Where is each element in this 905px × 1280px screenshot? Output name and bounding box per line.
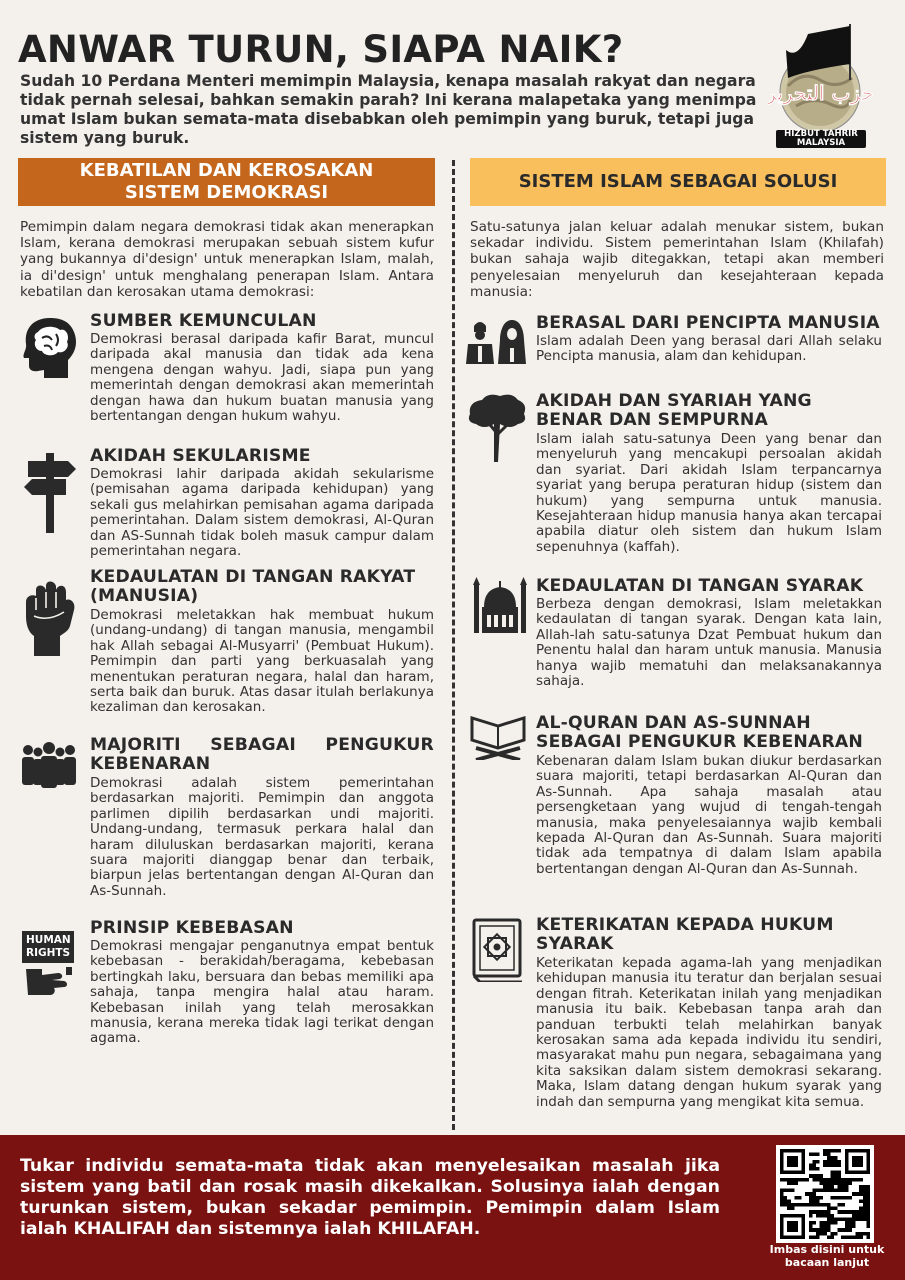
left-lead: Pemimpin dalam negara demokrasi tidak akan menerapkan Islam, kerana demokrasi merupakan sebuah sistem kufur yang bukannya di'design' untuk menerapkan Islam, malah, ia di'design' untuk menghalang penerapan Islam. Antara kebatilan dan kerosakan utama demokrasi: — [20, 219, 434, 300]
section-body: Demokrasi mengajar penganutnya empat bentuk kebebasan - berakidah/beragama, kebebasan bertingkah laku, bersuara dan bebas memiliki apa sahaja, tanpa mengira halal atau haram. Kebebasan inilah yang telah merosakkan manusia, kerana mereka tidak lagi terikat dengan agama. — [90, 938, 434, 1047]
section-title: AKIDAH DAN SYARIAH YANG BENAR DAN SEMPURNA — [536, 391, 812, 430]
holy-book-icon — [472, 918, 524, 986]
brain-head-icon — [20, 316, 78, 382]
right-column-heading: SISTEM ISLAM SEBAGAI SOLUSI — [470, 158, 886, 206]
section-body: Islam ialah satu-satunya Deen yang benar dan menyeluruh yang mencakupi persoalan akidah dan syariat. Dari akidah Islam terpancarnya syariat yang berupa peraturan hidup (sistem dan hukum) yang sempurna untuk manusia. Kesejahteraan hidup manusia hanya akan tercapai apabila diatur oleh sistem dan hukum Islam sepenuhnya (kaffah). — [536, 431, 882, 555]
section-title: PRINSIP KEBEBASAN — [90, 918, 294, 938]
left-heading-line1: KEBATILAN DAN KEROSAKAN — [79, 160, 374, 181]
section-title: SUMBER KEMUNCULAN — [90, 311, 317, 331]
section-title: MAJORITI SEBAGAI PENGUKUR KEBENARAN — [90, 735, 434, 774]
section-title: KEDAULATAN DI TANGAN SYARAK — [536, 576, 864, 596]
human-rights-icon — [22, 931, 74, 1001]
tree-icon — [466, 392, 528, 466]
signpost-icon — [22, 453, 78, 537]
left-section-sumber — [18, 312, 438, 442]
section-body: Kebenaran dalam Islam bukan diukur berdasarkan suara majoriti, tetapi berdasarkan Al-Quran dan As-Sunnah. Apa sahaja masalah atau persengketaan yang wujud di tengah-tengah manusia, maka penyelesaiannya wajib kembali kepada Al-Quran dan As-Sunnah. Suara majoriti tidak ada tempatnya di dalam Islam apabila bertentangan dengan Al-Quran dan As-Sunnah. — [536, 753, 882, 877]
section-body: Islam adalah Deen yang berasal dari Allah selaku Pencipta manusia, alam dan kehidupan. — [536, 333, 882, 365]
qr-caption: Imbas disini untuk bacaan lanjut — [769, 1243, 885, 1269]
left-section-kebebasan — [18, 919, 438, 1049]
icon-label-human: HUMAN — [26, 934, 71, 946]
right-section-kedaulatan-syarak — [466, 577, 886, 697]
left-heading-line2: SISTEM DEMOKRASI — [124, 182, 329, 203]
section-title: KEDAULATAN DI TANGAN RAKYAT (MANUSIA) — [90, 567, 416, 606]
footer-text: Tukar individu semata-mata tidak akan menyelesaikan masalah jika sistem yang batil dan rosak masih dikekalkan. Solusinya ialah dengan turunkan sistem, bukan sekadar pemimpin. Pemimpin dalam Islam ialah KHALIFAH dan sistemnya ialah KHILAFAH. — [20, 1156, 720, 1239]
section-title: KETERIKATAN KEPADA HUKUM SYARAK — [536, 915, 834, 954]
mosque-icon — [472, 577, 528, 637]
right-section-pencipta — [466, 314, 886, 384]
logo-caption: HIZBUT TAHRIR MALAYSIA — [784, 129, 858, 148]
left-column-heading — [18, 158, 435, 206]
muslim-people-icon — [466, 318, 528, 368]
left-section-kedaulatan-rakyat — [18, 568, 438, 728]
intro-text: Sudah 10 Perdana Menteri memimpin Malaysia, kenapa masalah rakyat dan negara tidak pernah selesai, bahkan semakin parah? Ini kerana malapetaka yang menimpa umat Islam bukan semata-mata disebabkan oleh pemimpin yang buruk, tetapi juga sistem yang buruk. — [20, 72, 757, 147]
left-section-majoriti — [18, 735, 438, 899]
page-title: ANWAR TURUN, SIAPA NAIK? — [18, 28, 624, 71]
section-body: Demokrasi meletakkan hak membuat hukum (undang-undang) di tangan manusia, mengambil hak Allah sebagai Al-Musyarri' (Pembuat Hukum). Pemimpin dan parti yang berkuasalah yang menentukan peraturan negara, halal dan haram, serta baik dan buruk. Atas dasar itulah berlakunya kezaliman dan kerosakan. — [90, 607, 434, 716]
people-group-icon — [18, 740, 80, 794]
svg-text:حزب التحرير: حزب التحرير — [768, 81, 874, 105]
section-body: Demokrasi lahir daripada akidah sekularisme (pemisahan agama daripada kehidupan) yang sekali gus melahirkan pemisahan agama daripada pemerintahan. Dalam sistem demokrasi, Al-Quran dan AS-Sunnah tidak boleh masuk campur dalam pemerintahan negara. — [90, 466, 434, 560]
qr-code[interactable] — [776, 1145, 874, 1243]
section-body: Keterikatan kepada agama-lah yang menjadikan kehidupan manusia itu teratur dan berjalan sesuai dengan fitrah. Keterikatan inilah yang menjadikan manusia itu baik. Kebebasan tanpa arah dan panduan terbukti telah melahirkan banyak kerosakan sama ada kepada individu itu sendiri, masyarakat mahu pun negara, sebagaimana yang kita saksikan dalam sistem demokrasi sekarang. Maka, Islam datang dengan hukum syarak yang indah dan sempurna yang mengikat kita semua. — [536, 955, 882, 1110]
left-section-sekularisme — [18, 446, 438, 560]
raised-fist-icon — [20, 576, 78, 660]
column-divider — [452, 160, 455, 1130]
quran-stand-icon — [468, 716, 528, 764]
section-body: Demokrasi berasal daripada kafir Barat, muncul daripada akal manusia dan tidak ada kena mengena dengan wahyu. Jadi, siapa pun yang memerintah dengan demokrasi akan memerintah dengan hawa dan hukum buatan manusia yang bertentangan dengan hukum wahyu. — [90, 331, 434, 425]
footer-banner — [0, 1135, 905, 1280]
section-title: AKIDAH SEKULARISME — [90, 446, 311, 466]
section-body: Demokrasi adalah sistem pemerintahan berdasarkan majoriti. Pemimpin dan anggota parlimen dipilih berdasarkan undi majoriti. Undang-undang, termasuk perkara halal dan haram diluluskan berdasarkan majoriti, kerana suara majoriti dianggap benar dan terbaik, biarpun jelas bertentangan dengan Al-Quran dan As-Sunnah. — [90, 775, 434, 899]
section-title: BERASAL DARI PENCIPTA MANUSIA — [536, 313, 880, 333]
right-section-pengukur — [466, 714, 886, 894]
right-lead: Satu-satunya jalan keluar adalah menukar sistem, bukan sekadar individu. Sistem pemerintahan Islam (Khilafah) bukan sahaja wajib ditegakkan, tetapi akan memberi penyelesaian menyeluruh dan kesejahteraan kepada manusia: — [470, 219, 884, 300]
icon-label-rights: RIGHTS — [26, 947, 71, 959]
right-section-keterikatan — [466, 916, 886, 1126]
section-body: Berbeza dengan demokrasi, Islam meletakkan kedaulatan di tangan syarak. Dengan kata lain, Allah-lah satu-satunya Dzat Pembuat hukum dan Penentu halal dan haram untuk manusia. Manusia hanya wajib mematuhi dan melaksanakannya sahaja. — [536, 596, 882, 690]
right-section-akidah-syariah — [466, 392, 886, 562]
section-title: AL-QURAN DAN AS-SUNNAH SEBAGAI PENGUKUR KEBENARAN — [536, 713, 863, 752]
hizbut-tahrir-logo — [768, 20, 878, 150]
